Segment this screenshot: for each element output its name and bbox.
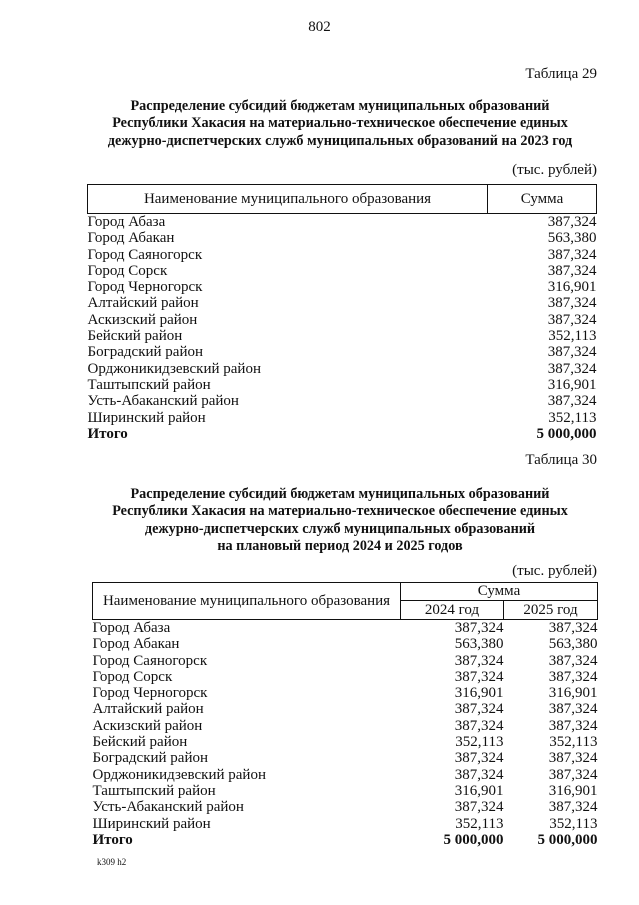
row-2025: 316,901 <box>548 782 598 799</box>
table-29 <box>87 184 597 442</box>
table-row <box>88 295 597 311</box>
row-sum: 387,324 <box>547 262 597 279</box>
row-2024: 387,324 <box>454 652 504 669</box>
row-2024: 387,324 <box>454 620 504 636</box>
total-label: Итого <box>87 425 128 442</box>
total-label: Итого <box>92 831 133 848</box>
row-sum: 387,324 <box>547 344 597 361</box>
row-sum: 387,324 <box>547 311 597 328</box>
row-name: Бейский район <box>92 734 188 751</box>
row-name: Город Абаза <box>92 620 171 636</box>
table-row <box>88 247 597 263</box>
table-row <box>93 636 598 652</box>
table-row <box>88 328 597 344</box>
row-2025: 387,324 <box>548 766 598 783</box>
row-2024: 387,324 <box>454 717 504 734</box>
total-2024: 5 000,000 <box>443 831 504 848</box>
row-2025: 387,324 <box>548 652 598 669</box>
table-row <box>93 750 598 766</box>
table-row <box>93 669 598 685</box>
row-sum: 387,324 <box>547 295 597 312</box>
table-row <box>93 799 598 815</box>
table-row <box>88 410 597 426</box>
table-29-body <box>88 214 597 443</box>
table-row <box>88 377 597 393</box>
title-line: дежурно-диспетчерских служб муниципальных образований на 2023 год <box>107 132 573 149</box>
row-2025: 352,113 <box>549 734 598 751</box>
table-29-label: Таблица 29 <box>525 66 597 82</box>
row-name: Аскизский район <box>92 717 203 734</box>
row-2025: 352,113 <box>549 815 598 832</box>
table-row <box>93 816 598 832</box>
row-2024: 387,324 <box>454 668 504 685</box>
row-name: Ширинский район <box>92 815 211 832</box>
row-2024: 387,324 <box>454 766 504 783</box>
row-sum: 316,901 <box>547 279 597 296</box>
row-2024: 352,113 <box>455 815 504 832</box>
row-2024: 316,901 <box>454 685 504 702</box>
row-name: Город Саяногорск <box>87 246 203 263</box>
row-sum: 387,324 <box>547 360 597 377</box>
row-2024: 316,901 <box>454 782 504 799</box>
row-name: Усть-Абаканский район <box>92 799 244 816</box>
table-row <box>93 734 598 750</box>
total-row <box>93 832 598 848</box>
row-name: Орджоникидзевский район <box>92 766 266 783</box>
row-name: Ширинский район <box>87 409 206 426</box>
table-row <box>88 263 597 279</box>
total-row <box>88 426 597 442</box>
row-2024: 387,324 <box>454 799 504 816</box>
row-sum: 387,324 <box>547 246 597 263</box>
table-30-unit: (тыс. рублей) <box>512 563 597 579</box>
table-row <box>88 214 597 231</box>
table-row <box>93 701 598 717</box>
row-name: Таштыпский район <box>92 782 216 799</box>
header-sum: Сумма <box>488 185 597 214</box>
row-name: Город Черногорск <box>92 685 208 702</box>
row-2025: 387,324 <box>548 717 598 734</box>
header-2024: 2024 год <box>401 601 504 620</box>
row-name: Город Абакан <box>87 230 175 247</box>
row-name: Город Саяногорск <box>92 652 208 669</box>
header-name: Наименование муниципального образования <box>88 185 488 214</box>
row-2025: 316,901 <box>548 685 598 702</box>
total-sum: 5 000,000 <box>536 425 597 442</box>
row-2025: 563,380 <box>548 636 598 653</box>
row-name: Город Сорск <box>87 262 168 279</box>
row-sum: 387,324 <box>547 393 597 410</box>
title-line: Республики Хакасия на материально-техническое обеспечение единых <box>112 115 568 132</box>
table-row <box>93 685 598 701</box>
table-row <box>88 230 597 246</box>
row-name: Город Черногорск <box>87 279 203 296</box>
table-row <box>93 783 598 799</box>
table-30 <box>92 582 598 848</box>
table-row <box>93 718 598 734</box>
row-2025: 387,324 <box>548 750 598 767</box>
table-30-body <box>93 620 598 849</box>
row-name: Алтайский район <box>87 295 199 312</box>
table-row <box>88 361 597 377</box>
title-line: на плановый период 2024 и 2025 годов <box>217 537 463 554</box>
table-row <box>88 312 597 328</box>
title-line: Распределение субсидий бюджетам муниципальных образований <box>130 486 550 502</box>
row-sum: 316,901 <box>547 376 597 393</box>
row-sum: 352,113 <box>548 328 597 345</box>
table-29-unit: (тыс. рублей) <box>512 162 597 178</box>
row-name: Боградский район <box>92 750 209 767</box>
row-2024: 352,113 <box>455 734 504 751</box>
table-row <box>88 393 597 409</box>
footer-code: k309 h2 <box>97 857 127 867</box>
table-row <box>93 767 598 783</box>
total-2025: 5 000,000 <box>537 831 598 848</box>
row-name: Бейский район <box>87 328 183 345</box>
row-name: Алтайский район <box>92 701 204 718</box>
table-row <box>88 344 597 360</box>
table-30-title <box>60 486 620 555</box>
row-sum: 387,324 <box>547 214 597 230</box>
row-name: Боградский район <box>87 344 204 361</box>
title-line: Распределение субсидий бюджетам муниципальных образований <box>130 98 550 114</box>
row-2025: 387,324 <box>548 701 598 718</box>
row-2024: 387,324 <box>454 701 504 718</box>
title-line: Республики Хакасия на материально-техническое обеспечение единых <box>112 503 568 520</box>
row-name: Орджоникидзевский район <box>87 360 261 377</box>
row-name: Усть-Абаканский район <box>87 393 239 410</box>
row-2024: 387,324 <box>454 750 504 767</box>
row-2025: 387,324 <box>548 668 598 685</box>
header-name: Наименование муниципального образования <box>93 583 401 620</box>
row-2025: 387,324 <box>548 799 598 816</box>
row-2025: 387,324 <box>548 620 598 636</box>
table-row <box>88 279 597 295</box>
row-sum: 563,380 <box>547 230 597 247</box>
title-line: дежурно-диспетчерских служб муниципальных образований <box>144 520 536 537</box>
table-row <box>93 653 598 669</box>
page-number: 802 <box>308 19 331 35</box>
row-name: Город Абакан <box>92 636 180 653</box>
row-sum: 352,113 <box>548 409 597 426</box>
header-sum: Сумма <box>401 583 598 601</box>
row-name: Город Абаза <box>87 214 166 230</box>
table-row <box>93 620 598 637</box>
table-30-label: Таблица 30 <box>525 452 597 468</box>
header-2025: 2025 год <box>504 601 598 620</box>
row-name: Город Сорск <box>92 668 173 685</box>
row-name: Аскизский район <box>87 311 198 328</box>
row-2024: 563,380 <box>454 636 504 653</box>
row-name: Таштыпский район <box>87 376 211 393</box>
table-29-title <box>60 98 620 150</box>
